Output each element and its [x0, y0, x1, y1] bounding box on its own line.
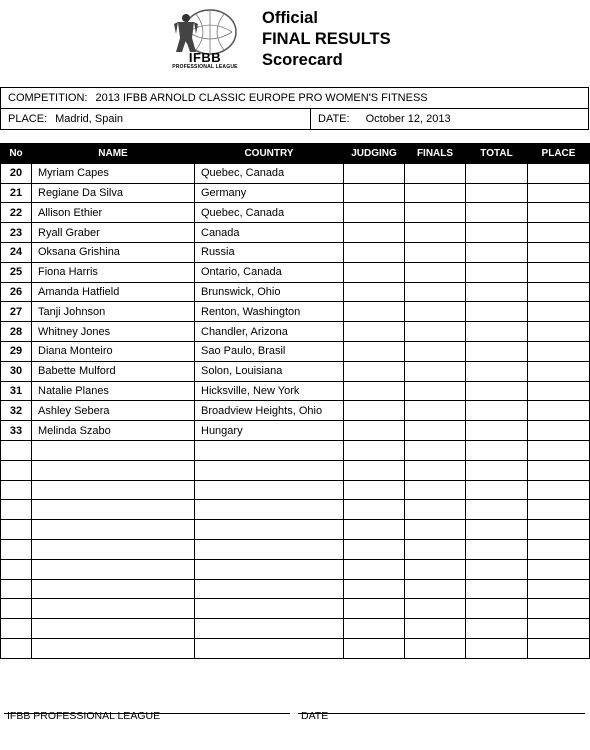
cell-country: Germany	[195, 183, 344, 203]
table-row	[1, 559, 590, 579]
col-header-finals: FINALS	[405, 144, 466, 164]
cell-total	[466, 440, 528, 460]
table-row	[1, 361, 590, 381]
cell-total	[466, 262, 528, 282]
cell-finals	[405, 460, 466, 480]
cell-judging	[344, 520, 405, 540]
cell-judging	[344, 282, 405, 302]
footer-date-label: DATE	[301, 710, 329, 722]
table-row	[1, 183, 590, 203]
cell-finals	[405, 638, 466, 658]
cell-total	[466, 599, 528, 619]
cell-total	[466, 619, 528, 639]
cell-judging	[344, 619, 405, 639]
cell-name	[32, 440, 195, 460]
cell-country	[195, 500, 344, 520]
cell-place	[528, 480, 590, 500]
cell-name: Oksana Grishina	[32, 242, 195, 262]
cell-no: 25	[1, 262, 32, 282]
cell-no	[1, 480, 32, 500]
cell-judging	[344, 203, 405, 223]
table-row	[1, 638, 590, 658]
cell-finals	[405, 440, 466, 460]
cell-country	[195, 619, 344, 639]
date-label: DATE:	[318, 113, 350, 125]
table-row	[1, 242, 590, 262]
cell-total	[466, 322, 528, 342]
cell-country	[195, 599, 344, 619]
table-row	[1, 599, 590, 619]
cell-place	[528, 302, 590, 322]
table-row	[1, 421, 590, 441]
footer-league-label: IFBB PROFESSIONAL LEAGUE	[7, 710, 161, 722]
cell-place	[528, 421, 590, 441]
table-header-row	[1, 144, 590, 164]
title-line-official: Official	[262, 9, 318, 27]
cell-total	[466, 361, 528, 381]
cell-judging	[344, 638, 405, 658]
cell-no	[1, 440, 32, 460]
cell-place	[528, 599, 590, 619]
cell-place	[528, 638, 590, 658]
cell-country: Sao Paulo, Brasil	[195, 341, 344, 361]
table-row	[1, 322, 590, 342]
date-signature-line	[298, 713, 585, 714]
competition-label: COMPETITION:	[8, 92, 88, 104]
logo-text: IFBB	[188, 50, 222, 65]
cell-place	[528, 619, 590, 639]
cell-place	[528, 579, 590, 599]
competition-info	[0, 87, 589, 130]
cell-place	[528, 460, 590, 480]
cell-finals	[405, 619, 466, 639]
cell-no: 33	[1, 421, 32, 441]
cell-total	[466, 242, 528, 262]
table-row	[1, 262, 590, 282]
cell-place	[528, 500, 590, 520]
cell-country: Quebec, Canada	[195, 163, 344, 183]
cell-finals	[405, 480, 466, 500]
cell-name: Natalie Planes	[32, 381, 195, 401]
cell-no	[1, 520, 32, 540]
cell-no: 21	[1, 183, 32, 203]
table-row	[1, 520, 590, 540]
cell-country: Chandler, Arizona	[195, 322, 344, 342]
cell-name: Babette Mulford	[32, 361, 195, 381]
cell-total	[466, 341, 528, 361]
cell-total	[466, 539, 528, 559]
cell-total	[466, 381, 528, 401]
cell-total	[466, 223, 528, 243]
table-row	[1, 163, 590, 183]
cell-finals	[405, 282, 466, 302]
place-cell	[1, 109, 311, 129]
cell-name	[32, 480, 195, 500]
cell-name	[32, 599, 195, 619]
cell-judging	[344, 460, 405, 480]
cell-place	[528, 223, 590, 243]
cell-no: 20	[1, 163, 32, 183]
cell-no: 30	[1, 361, 32, 381]
cell-no	[1, 559, 32, 579]
cell-no	[1, 460, 32, 480]
cell-judging	[344, 480, 405, 500]
cell-country: Solon, Louisiana	[195, 361, 344, 381]
cell-country	[195, 638, 344, 658]
cell-total	[466, 559, 528, 579]
cell-country	[195, 520, 344, 540]
cell-name: Ryall Graber	[32, 223, 195, 243]
table-row	[1, 480, 590, 500]
col-header-total: TOTAL	[466, 144, 528, 164]
cell-finals	[405, 500, 466, 520]
cell-no: 27	[1, 302, 32, 322]
cell-name	[32, 638, 195, 658]
cell-place	[528, 242, 590, 262]
scorecard-title	[262, 8, 391, 71]
col-header-country: COUNTRY	[195, 144, 344, 164]
date-cell	[311, 109, 451, 129]
cell-total	[466, 282, 528, 302]
cell-name: Tanji Johnson	[32, 302, 195, 322]
cell-place	[528, 262, 590, 282]
cell-judging	[344, 559, 405, 579]
cell-total	[466, 579, 528, 599]
cell-judging	[344, 599, 405, 619]
cell-country: Quebec, Canada	[195, 203, 344, 223]
cell-finals	[405, 223, 466, 243]
cell-name: Ashley Sebera	[32, 401, 195, 421]
cell-finals	[405, 381, 466, 401]
cell-judging	[344, 341, 405, 361]
cell-no	[1, 599, 32, 619]
cell-no: 28	[1, 322, 32, 342]
cell-name: Melinda Szabo	[32, 421, 195, 441]
table-row	[1, 619, 590, 639]
cell-finals	[405, 539, 466, 559]
cell-name: Myriam Capes	[32, 163, 195, 183]
cell-judging	[344, 223, 405, 243]
cell-judging	[344, 302, 405, 322]
cell-country: Renton, Washington	[195, 302, 344, 322]
cell-no: 26	[1, 282, 32, 302]
place-value: Madrid, Spain	[55, 113, 124, 125]
cell-no: 29	[1, 341, 32, 361]
competition-value: 2013 IFBB ARNOLD CLASSIC EUROPE PRO WOMEN'S FITNESS	[95, 92, 428, 104]
cell-finals	[405, 421, 466, 441]
cell-judging	[344, 421, 405, 441]
cell-total	[466, 421, 528, 441]
cell-finals	[405, 302, 466, 322]
cell-finals	[405, 262, 466, 282]
cell-name: Fiona Harris	[32, 262, 195, 282]
cell-finals	[405, 203, 466, 223]
cell-total	[466, 520, 528, 540]
table-row	[1, 401, 590, 421]
league-signature-line	[4, 713, 290, 714]
cell-name: Whitney Jones	[32, 322, 195, 342]
cell-judging	[344, 183, 405, 203]
cell-name	[32, 559, 195, 579]
cell-name	[32, 539, 195, 559]
table-row	[1, 460, 590, 480]
cell-no: 31	[1, 381, 32, 401]
cell-judging	[344, 242, 405, 262]
table-row	[1, 440, 590, 460]
place-date-row	[1, 108, 588, 129]
cell-judging	[344, 322, 405, 342]
cell-finals	[405, 322, 466, 342]
cell-total	[466, 203, 528, 223]
cell-no	[1, 579, 32, 599]
cell-judging	[344, 361, 405, 381]
cell-judging	[344, 262, 405, 282]
cell-place	[528, 341, 590, 361]
cell-place	[528, 361, 590, 381]
competition-row	[1, 88, 588, 108]
title-line-final-results: FINAL RESULTS	[262, 30, 391, 48]
cell-total	[466, 638, 528, 658]
cell-country	[195, 539, 344, 559]
scorecard-header	[0, 0, 590, 84]
cell-name: Allison Ethier	[32, 203, 195, 223]
cell-country: Brunswick, Ohio	[195, 282, 344, 302]
place-label: PLACE:	[8, 113, 48, 125]
cell-place	[528, 539, 590, 559]
cell-no	[1, 539, 32, 559]
cell-place	[528, 322, 590, 342]
cell-place	[528, 282, 590, 302]
cell-no	[1, 619, 32, 639]
cell-country	[195, 480, 344, 500]
col-header-place: PLACE	[528, 144, 590, 164]
cell-no: 22	[1, 203, 32, 223]
cell-country: Ontario, Canada	[195, 262, 344, 282]
cell-name	[32, 579, 195, 599]
cell-no	[1, 500, 32, 520]
cell-name	[32, 619, 195, 639]
competition-cell	[1, 88, 428, 108]
table-row	[1, 579, 590, 599]
cell-judging	[344, 440, 405, 460]
cell-total	[466, 163, 528, 183]
cell-total	[466, 401, 528, 421]
cell-name	[32, 500, 195, 520]
cell-judging	[344, 500, 405, 520]
cell-judging	[344, 539, 405, 559]
cell-country: Canada	[195, 223, 344, 243]
table-row	[1, 282, 590, 302]
cell-place	[528, 183, 590, 203]
col-header-no: No	[1, 144, 32, 164]
cell-country	[195, 559, 344, 579]
logo-subtext: PROFESSIONAL LEAGUE	[172, 64, 238, 70]
cell-country: Broadview Heights, Ohio	[195, 401, 344, 421]
cell-name: Diana Monteiro	[32, 341, 195, 361]
cell-no	[1, 638, 32, 658]
cell-country: Hungary	[195, 421, 344, 441]
cell-place	[528, 440, 590, 460]
cell-judging	[344, 381, 405, 401]
table-row	[1, 302, 590, 322]
table-row	[1, 500, 590, 520]
cell-place	[528, 559, 590, 579]
col-header-judging: JUDGING	[344, 144, 405, 164]
cell-country	[195, 460, 344, 480]
cell-finals	[405, 559, 466, 579]
cell-name: Regiane Da Silva	[32, 183, 195, 203]
cell-place	[528, 203, 590, 223]
cell-total	[466, 480, 528, 500]
cell-finals	[405, 242, 466, 262]
cell-total	[466, 500, 528, 520]
cell-place	[528, 163, 590, 183]
table-row	[1, 203, 590, 223]
table-row	[1, 381, 590, 401]
cell-name	[32, 460, 195, 480]
cell-finals	[405, 520, 466, 540]
cell-country	[195, 579, 344, 599]
cell-place	[528, 520, 590, 540]
cell-no: 23	[1, 223, 32, 243]
date-value: October 12, 2013	[365, 113, 451, 125]
cell-total	[466, 183, 528, 203]
cell-finals	[405, 361, 466, 381]
title-line-scorecard: Scorecard	[262, 51, 343, 69]
cell-finals	[405, 163, 466, 183]
cell-country	[195, 440, 344, 460]
cell-country: Russia	[195, 242, 344, 262]
cell-no: 32	[1, 401, 32, 421]
cell-place	[528, 381, 590, 401]
cell-place	[528, 401, 590, 421]
cell-finals	[405, 599, 466, 619]
cell-country: Hicksville, New York	[195, 381, 344, 401]
cell-finals	[405, 183, 466, 203]
cell-judging	[344, 401, 405, 421]
cell-judging	[344, 579, 405, 599]
results-body	[1, 163, 590, 658]
cell-name	[32, 520, 195, 540]
table-row	[1, 341, 590, 361]
cell-finals	[405, 579, 466, 599]
cell-finals	[405, 341, 466, 361]
cell-total	[466, 302, 528, 322]
results-table	[0, 143, 590, 659]
cell-name: Amanda Hatfield	[32, 282, 195, 302]
cell-finals	[405, 401, 466, 421]
col-header-name: NAME	[32, 144, 195, 164]
table-row	[1, 539, 590, 559]
cell-total	[466, 460, 528, 480]
cell-no: 24	[1, 242, 32, 262]
table-row	[1, 223, 590, 243]
cell-judging	[344, 163, 405, 183]
